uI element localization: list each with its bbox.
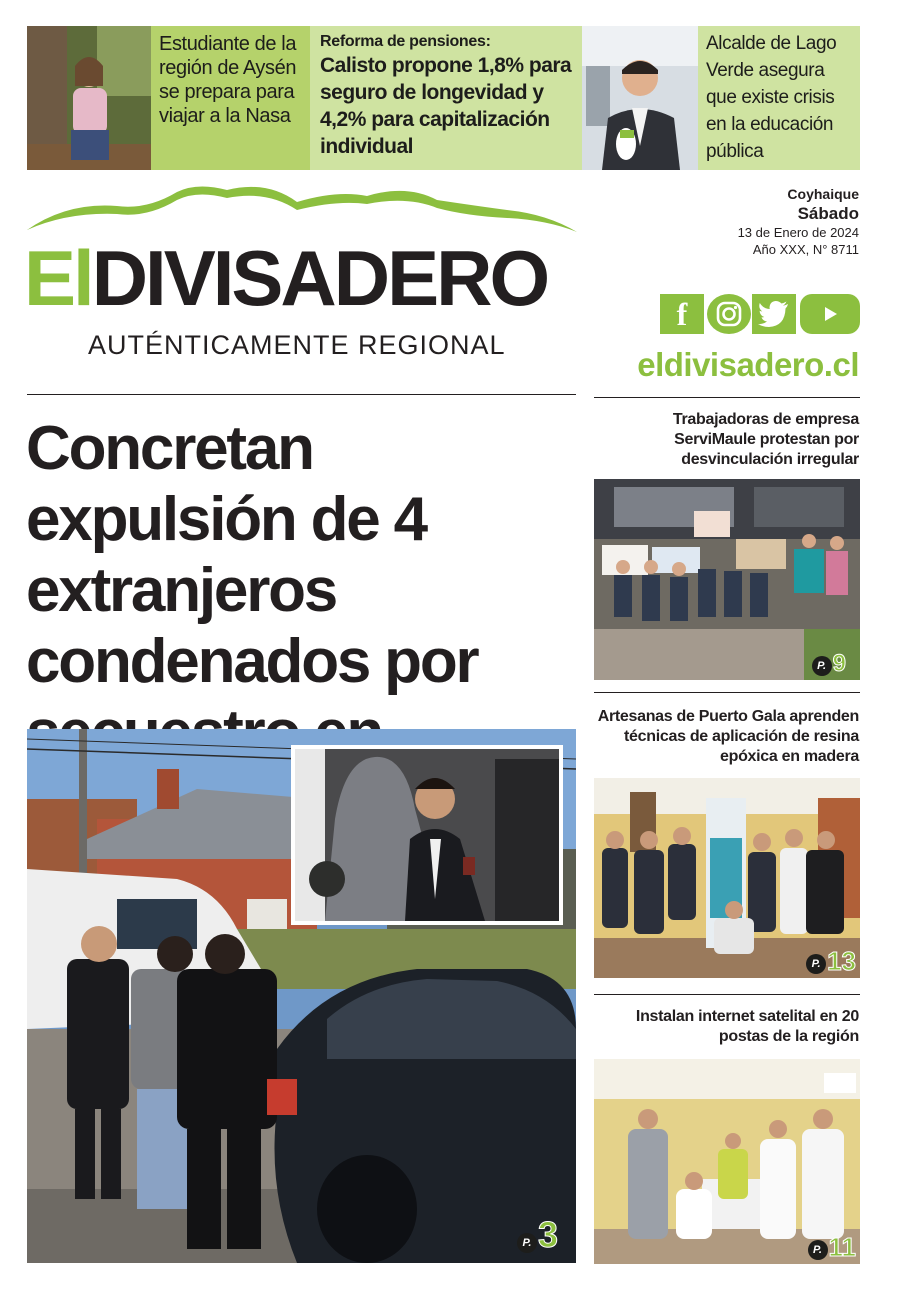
youtube-icon[interactable] xyxy=(800,294,860,334)
page-marker: P. xyxy=(812,656,832,676)
masthead-tagline: AUTÉNTICAMENTE REGIONAL xyxy=(88,330,506,360)
issue-info xyxy=(738,186,859,258)
issue-date: 13 de Enero de 2024 xyxy=(737,225,859,240)
teaser-photo-student[interactable] xyxy=(27,26,151,170)
side-story-1-page-number: 9 xyxy=(832,650,846,677)
main-story-page-number: 3 xyxy=(537,1214,558,1255)
page-marker: P. xyxy=(806,954,826,974)
main-story-inset-photo[interactable] xyxy=(291,745,563,925)
side-story-2-page-number: 13 xyxy=(827,946,856,976)
divider-main xyxy=(27,394,576,395)
teaser-photo-mayor[interactable] xyxy=(582,26,698,170)
issue-number: Año XXX, N° 8711 xyxy=(752,242,859,257)
teaser-pension-kicker: Reforma de pensiones: xyxy=(320,33,491,50)
mountain-logo-icon xyxy=(27,180,577,242)
divider-side-2 xyxy=(594,692,860,693)
side-story-1-headline[interactable]: Trabajadoras de empresa ServiMaule protestan por desvinculación irregular xyxy=(672,411,859,468)
side-story-3-photo[interactable] xyxy=(594,1059,860,1264)
website-link[interactable]: eldivisadero.cl xyxy=(637,346,859,383)
side-story-2-headline[interactable]: Artesanas de Puerto Gala aprenden técnicas de aplicación de resina epóxica en madera xyxy=(597,708,859,765)
main-story-page-ref[interactable] xyxy=(517,1214,558,1255)
side-story-2-photo[interactable] xyxy=(594,778,860,978)
twitter-icon[interactable] xyxy=(752,294,796,334)
side-story-2-page-ref[interactable] xyxy=(806,948,856,974)
teaser-mayor-text: Alcalde de Lago Verde asegura que existe crisis en la educación pública xyxy=(706,33,837,162)
page-marker: P. xyxy=(517,1233,537,1253)
teaser-student-nasa[interactable] xyxy=(151,26,310,170)
divider-side-1 xyxy=(594,397,860,398)
teaser-pension-headline: Calisto propone 1,8% para seguro de longevidad y 4,2% para capitalización individual xyxy=(320,54,572,158)
main-story-photo[interactable] xyxy=(27,729,576,1263)
logo-main: DIVISADERO xyxy=(91,234,548,322)
side-story-3-page-ref[interactable] xyxy=(808,1234,857,1260)
main-headline[interactable]: Concretan expulsión de 4 extranjeros condenados por xyxy=(26,414,478,696)
side-story-3-page-number: 11 xyxy=(828,1232,856,1262)
teaser-mayor-education[interactable] xyxy=(698,26,860,170)
teaser-pension-reform[interactable] xyxy=(310,26,582,170)
side-story-3-headline[interactable]: Instalan internet satelital en 20 postas de la región xyxy=(635,1008,859,1045)
page-marker: P. xyxy=(808,1240,828,1260)
issue-weekday: Sábado xyxy=(797,204,859,223)
logo-prefix: El xyxy=(24,234,92,322)
side-story-1-photo[interactable] xyxy=(594,479,860,680)
facebook-icon[interactable]: f xyxy=(660,294,704,334)
masthead-logo[interactable] xyxy=(24,234,548,322)
issue-city: Coyhaique xyxy=(787,186,859,202)
instagram-icon[interactable] xyxy=(707,294,751,334)
side-story-1-page-ref[interactable] xyxy=(812,652,846,676)
teaser-student-text: Estudiante de la región de Aysén se prepara para viajar a la Nasa xyxy=(159,33,297,127)
divider-side-3 xyxy=(594,994,860,995)
